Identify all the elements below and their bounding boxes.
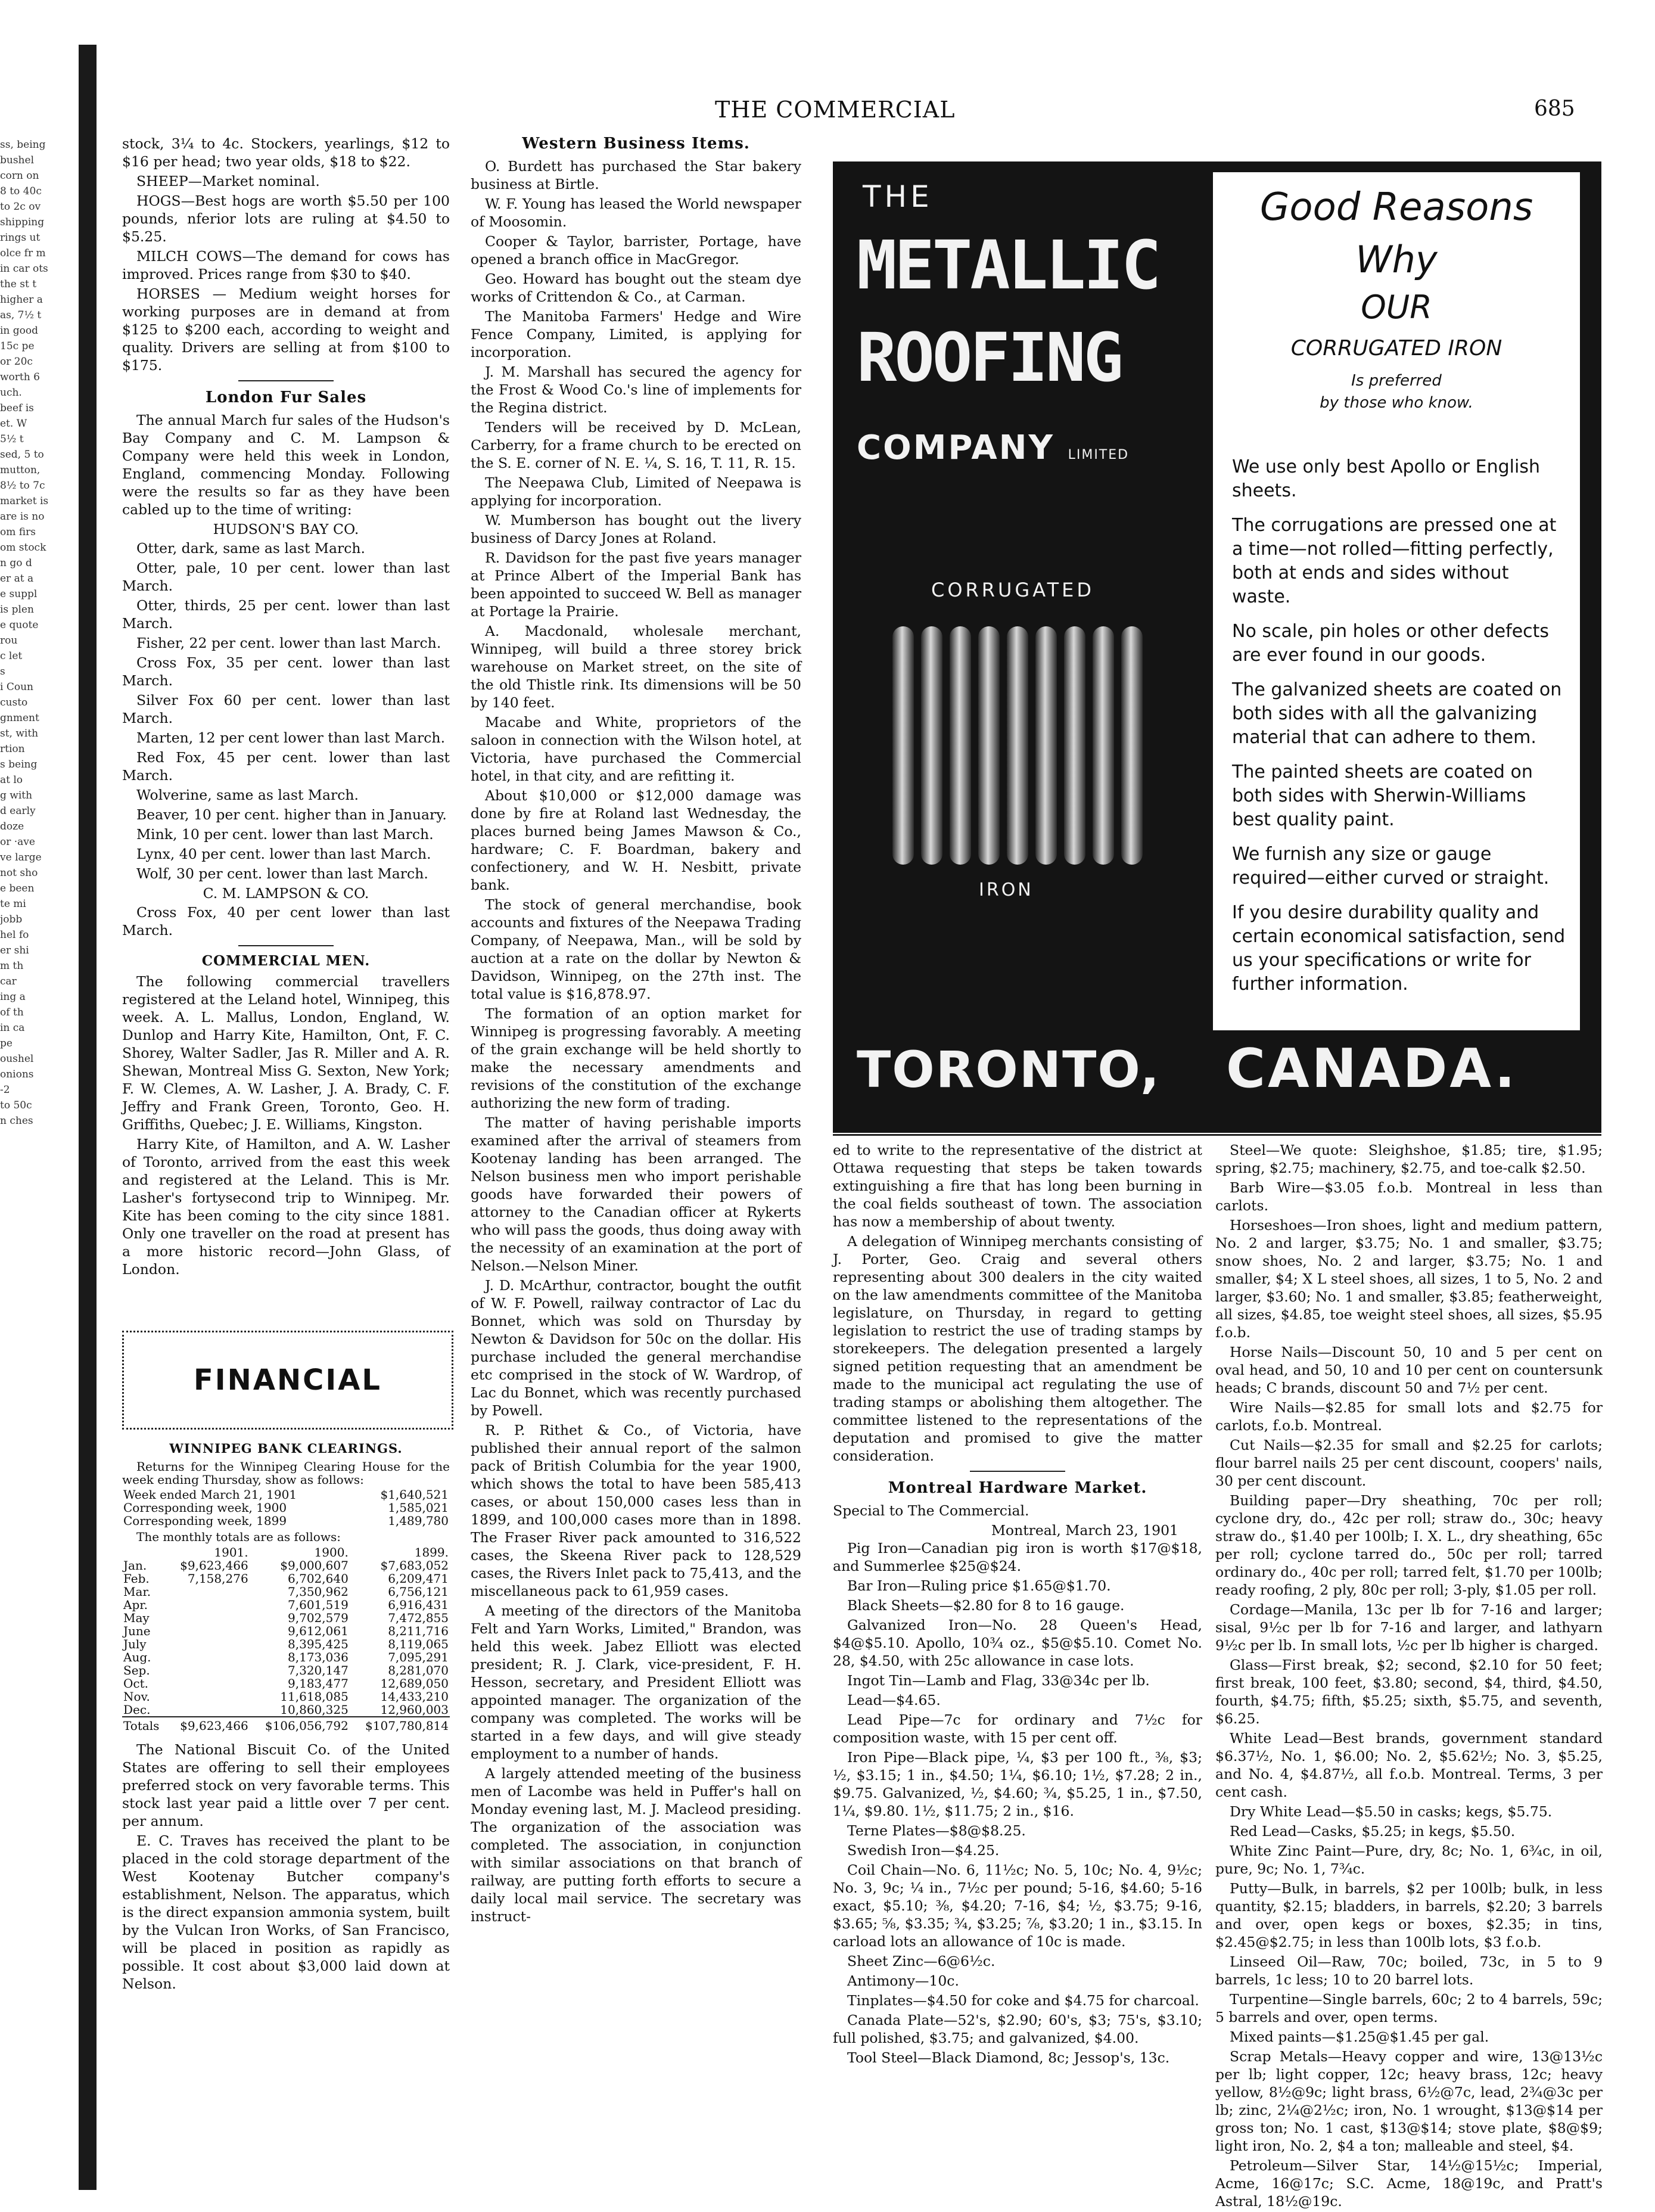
month-value: [167, 1677, 249, 1690]
fur-sale-item: Silver Fox 60 per cent. lower than last March.: [122, 692, 450, 726]
margin-fragment: gnment: [0, 712, 39, 724]
fur-sale-item: Lynx, 40 per cent. lower than last March.: [136, 846, 431, 862]
week-label: Corresponding week, 1899: [123, 1514, 287, 1528]
ad-is-preferred: Is preferred: [1351, 372, 1442, 390]
business-item: Tenders will be received by D. McLean, Carberry, for a frame church to be erected on the S. E. corner of N. E. ¼, S. 16, T. 11, R. 15.: [471, 419, 801, 471]
monthly-clearings-table: [122, 1546, 450, 1732]
margin-fragment: e suppl: [0, 588, 38, 600]
month-value: $9,000,607: [280, 1558, 349, 1573]
month-value: 8,119,065: [388, 1637, 449, 1651]
margin-fragment: er shi: [0, 945, 29, 956]
ad-why: Why: [1355, 238, 1438, 281]
business-item: A. Macdonald, wholesale merchant, Winnipeg, will build a three storey brick warehouse on Market street, on the site of the old Thistle rink. Its dimensions will be 50 by 140 feet.: [471, 623, 801, 711]
hardware-item: Coil Chain—No. 6, 11½c; No. 5, 10c; No. 4, 9½c; No. 3, 9c; ¼ in., 7½c per pound; 5-16, $4.60; 5-16 exact, $5.10; ⅜, $4.20; 7-16, $4; ½, $3.75; 9-16, $3.65; ⅝, $3.35; ¾, $3.25; ⅞, $3.20; 1 in., $3.15. In carload lots an allowance of 10c is made.: [833, 1862, 1202, 1950]
hardware-item: Building paper—Dry sheathing, 70c per roll; cyclone dry, do., 42c per roll; straw do., 30c; heavy straw do., $1.40 per 100lb; I. X. L., dry sheathing, 65c per roll; cyclone tarred do., 50c per roll; tarred ordinary do., 40c per roll; tarred felt, $1.70 per 100lb; ready roofing, 2 ply, 80c per roll; 3-ply, $1.05 per roll.: [1215, 1492, 1603, 1598]
hardware-item: Turpentine—Single barrels, 60c; 2 to 4 barrels, 59c; 5 barrels and over, open terms.: [1215, 1991, 1603, 2025]
margin-fragment: shipping: [0, 216, 45, 228]
hardware-item: Dry White Lead—$5.50 in casks; kegs, $5.75.: [1230, 1803, 1553, 1820]
table-row: [122, 1572, 450, 1585]
section-divider: [970, 1471, 1065, 1472]
fur-sale-item: Otter, thirds, 25 per cent. lower than last March.: [122, 597, 450, 632]
hardware-item: Petroleum—Silver Star, 14½@15½c; Imperial, Acme, 16@17c; S.C. Acme, 18@19c, and Pratt's Astral, 18½@19c.: [1215, 2157, 1603, 2210]
margin-fragment: c let: [0, 650, 23, 662]
margin-fragment: 5½ t: [0, 433, 24, 445]
month-value: 7,601,519: [288, 1598, 349, 1612]
margin-fragment: rings ut: [0, 232, 41, 244]
lacombe-continued: ed to write to the representative of the district at Ottawa requesting that steps be taken towards extinguishing a fire that has long been burning in the coal fields southeast of town. The association has now a membership of about twenty.: [833, 1142, 1202, 1230]
business-item: J. D. McArthur, contractor, bought the outfit of W. F. Powell, railway contractor of Lac du Bonnet, which was sold on Thursday by Newton & Davidson for 50c on the dollar. His purchase included the general merchandise etc comprised in the stock of W. Wardrop, of Lac du Bonnet, which was recently purchased by Powell.: [471, 1277, 801, 1419]
month-value: [167, 1651, 249, 1664]
hardware-item: Swedish Iron—$4.25.: [847, 1842, 1000, 1859]
month-value: 7,472,855: [388, 1611, 449, 1625]
month-value: 12,960,003: [380, 1703, 449, 1717]
hardware-item: Antimony—10c.: [847, 1972, 959, 1989]
hardware-item: Cordage—Manila, 13c per lb for 7-16 and larger; sisal, 9½c per lb for 7-16 and larger, and lathyarn 9½c per lb. In small lots, ½c per lb higher is charged.: [1215, 1601, 1603, 1654]
biscuit-paragraph: The National Biscuit Co. of the United States are offering to sell their employees preferred stock on very favorable terms. This stock last year paid a little over 7 per cent. per annum.: [122, 1741, 450, 1829]
table-row: [122, 1664, 450, 1677]
corrugation-rib: [1121, 626, 1143, 865]
margin-fragment: st, with: [0, 728, 39, 740]
business-item: The stock of general merchandise, book accounts and fixtures of the Neepawa Trading Company, of Neepawa, Man., will be sold by auction at a rate on the dollar by Newton & Davidson, Winnipeg, on the 27th inst. The total value is $16,878.97.: [471, 896, 801, 1002]
hardware-item: Horseshoes—Iron shoes, light and medium pattern, No. 2 and larger, $3.75; No. 1 and smaller, $3.75; snow shoes, No. 2 and larger, $3.75; No. 1 and smaller, $4; X L steel shoes, all sizes, 1 to 5, No. 2 and larger, $3.60; No. 1 and smaller, $3.85; featherweight, all sizes, $4.85, toe weight steel shoes, all sizes, $5.95 f.o.b.: [1215, 1217, 1603, 1341]
hardware-item: Mixed paints—$1.25@$1.45 per gal.: [1230, 2028, 1489, 2045]
ad-good-reasons: Good Reasons: [1259, 185, 1533, 229]
business-item: The formation of an option market for Winnipeg is progressing favorably. A meeting of the grain exchange will be held shortly to make the necessary amendments and revisions of the constitution of the exchange authorizing the new form of trading.: [471, 1005, 801, 1111]
ad-corrugated-iron: CORRUGATED IRON: [1290, 336, 1502, 361]
margin-fragment: -2: [0, 1084, 10, 1096]
left-margin-fragments: [0, 137, 74, 1129]
corrugation-rib: [1064, 626, 1085, 865]
hardware-item: Canada Plate—52's, $2.90; 60's, $3; 75's, $3.10; full polished, $3.75; and galvanized, $4.00.: [833, 2012, 1202, 2046]
hardware-item: Glass—First break, $2; second, $2.10 for 50 feet; first break, 100 feet, $3.80; second, $4, third, $4.50, fourth, $4.75; fifth, $5.25; sixth, $5.75, and seventh, $6.25.: [1215, 1657, 1603, 1727]
margin-fragment: jobb: [0, 914, 23, 925]
business-item: O. Burdett has purchased the Star bakery business at Birtle.: [471, 158, 801, 192]
trading-stamps-paragraph: A delegation of Winnipeg merchants consisting of J. Porter, Geo. Craig and several others representing about 300 dealers in the city waited on the law amendments committee of the Manitoba legislature, on Thursday, in regard to getting legislation to restrict the use of trading stamps by storekeepers. The delegation presented a largely signed petition requesting that an amendment be made to the municipal act regulating the use of trading stamps or abolishing them altogether. The committee listened to the representations of the deputation and promised to give the matter consideration.: [833, 1233, 1202, 1464]
week-label: Corresponding week, 1900: [123, 1500, 287, 1515]
milch-cows-paragraph: MILCH COWS—The demand for cows has improved. Prices range from $30 to $40.: [122, 248, 450, 282]
month-label: Oct.: [123, 1676, 148, 1691]
margin-fragment: rou: [0, 635, 18, 647]
month-value: [167, 1638, 249, 1651]
livestock-intro: stock, 3¼ to 4c. Stockers, yearlings, $12 to $16 per head; two year olds, $18 to $22.: [122, 135, 450, 170]
hbc-subheading: HUDSON'S BAY CO.: [213, 521, 359, 538]
weekly-clearings-table: [122, 1488, 450, 1527]
table-row: [122, 1501, 450, 1514]
year-header: 1899.: [414, 1545, 449, 1559]
margin-fragment: hel fo: [0, 929, 29, 941]
month-value: 12,689,050: [380, 1676, 449, 1691]
business-item: W. F. Young has leased the World newspaper of Moosomin.: [471, 195, 801, 230]
month-value: 8,173,036: [288, 1650, 349, 1664]
month-value: [167, 1703, 249, 1717]
dateline: Montreal, March 23, 1901: [991, 1522, 1178, 1539]
hardware-item: Putty—Bulk, in barrels, $2 per 100lb; bulk, in less quantity, $2.15; bladders, in barrels, $2.20; 3 barrels and over, open kegs or boxes, $2.35; in tins, $2.45@$2.75; in less than 100lb lots, $3 f.o.b.: [1215, 1880, 1603, 1950]
ad-bottom-rule: [833, 1134, 1601, 1136]
hardware-item: White Zinc Paint—Pure, dry, 8c; No. 1, 6¾c, in oil, pure, 9c; No. 1, 7¾c.: [1215, 1843, 1603, 1877]
hardware-items: [833, 1539, 1202, 2067]
table-row: [122, 1703, 450, 1717]
totals-value: $107,780,814: [350, 1717, 450, 1732]
margin-fragment: higher a: [0, 294, 43, 306]
month-value: 9,183,477: [288, 1676, 349, 1691]
month-value: 9,702,579: [288, 1611, 349, 1625]
hardware-item: Wire Nails—$2.85 for small lots and $2.75 for carlots, f.o.b. Montreal.: [1215, 1399, 1603, 1434]
running-header-title: THE COMMERCIAL: [715, 97, 956, 123]
table-header-row: [122, 1546, 450, 1559]
column-1: [122, 135, 450, 1280]
month-label: Apr.: [123, 1598, 148, 1612]
clearings-heading: WINNIPEG BANK CLEARINGS.: [169, 1441, 403, 1456]
margin-fragment: e been: [0, 883, 35, 894]
margin-fragment: custo: [0, 697, 28, 709]
month-value: 8,395,425: [288, 1637, 349, 1651]
fur-sales-intro: The annual March fur sales of the Hudson's Bay Company and C. M. Lampson & Company were held this week in London, England, commencing Monday. Following were the results so far as they have been cabled up to the time of writing:: [122, 412, 450, 518]
fur-sale-item: Wolf, 30 per cent. lower than last March.: [136, 865, 428, 882]
fur-sale-item: Otter, pale, 10 per cent. lower than last March.: [122, 560, 450, 594]
ad-iron-label: IRON: [979, 880, 1034, 900]
month-value: [167, 1611, 249, 1624]
month-label: July: [123, 1637, 147, 1651]
business-item: J. M. Marshall has secured the agency for the Frost & Wood Co.'s line of implements for the Regina district.: [471, 364, 801, 416]
totals-label: Totals: [122, 1717, 167, 1732]
hardware-item: Linseed Oil—Raw, 70c; boiled, 73c, in 5 to 9 barrels, 1c less; 10 to 20 barrel lots.: [1215, 1953, 1603, 1988]
margin-fragment: are is no: [0, 511, 45, 523]
margin-fragment: market is: [0, 495, 49, 507]
margin-fragment: bushel: [0, 154, 35, 166]
margin-fragment: i Coun: [0, 681, 33, 693]
fur-sale-item: Red Fox, 45 per cent. lower than last March.: [122, 749, 450, 784]
commercial-men-heading: COMMERCIAL MEN.: [201, 953, 371, 969]
margin-fragment: 8½ to 7c: [0, 480, 45, 492]
month-label: Jan.: [123, 1558, 147, 1573]
hardware-item: Terne Plates—$8@$8.25.: [847, 1822, 1026, 1839]
ad-reasons-body: [1232, 455, 1566, 1007]
reason-paragraph: We furnish any size or gauge required—either curved or straight.: [1232, 844, 1550, 888]
margin-fragment: olce fr m: [0, 247, 46, 259]
fur-sale-item: Marten, 12 per cent lower than last March.: [136, 729, 446, 746]
ad-company: [857, 428, 1129, 467]
month-value: 7,095,291: [388, 1650, 449, 1664]
hardware-item: Scrap Metals—Heavy copper and wire, 13@13½c per lb; light copper, 12c; heavy brass, 12c; heavy yellow, 8½@9c; light brass, 6½@7c, lead, 2¾@3c per lb; zinc, 2¼@2½c; iron, No. 1 wrought, $13@$14 per gross ton; No. 1 cast, $13@$14; stove plate, $8@$9; light iron, No. 2, $4 a ton; malleable and steel, $4.: [1215, 2048, 1603, 2154]
corrugation-rib: [892, 626, 914, 865]
month-label: May: [123, 1611, 150, 1625]
margin-fragment: in good: [0, 325, 39, 337]
month-label: June: [123, 1624, 151, 1638]
table-row: [122, 1624, 450, 1638]
ad-company-word: COMPANY: [857, 428, 1055, 467]
hardware-item: Galvanized Iron—No. 28 Queen's Head, $4@$5.10. Apollo, 10¾ oz., $5@$5.10. Comet No. 28, $4.50, with 25c allowance in case lots.: [833, 1617, 1202, 1669]
month-value: 10,860,325: [280, 1703, 349, 1717]
hogs-paragraph: HOGS—Best hogs are worth $5.50 per 100 pounds, nferior lots are ruling at $4.50 to $5.25.: [122, 192, 450, 245]
financial-banner: [122, 1331, 453, 1430]
ad-by-those: by those who know.: [1320, 394, 1473, 412]
reason-paragraph: The painted sheets are coated on both sides with Sherwin-Williams best quality paint.: [1232, 762, 1533, 830]
hardware-item: White Lead—Best brands, government standard $6.37½, No. 1, $6.00; No. 2, $5.62½; No. 3, $5.25, and No. 4, $4.87½, all f.o.b. Montreal. Terms, 3 per cent cash.: [1215, 1730, 1603, 1800]
hardware-item: Red Lead—Casks, $5.25; in kegs, $5.50.: [1230, 1823, 1516, 1840]
fur-sale-item: Otter, dark, same as last March.: [136, 540, 365, 557]
commercial-men-p1: The following commercial travellers registered at the Leland hotel, Winnipeg, this week. A. L. Mallus, London, England, W. Dunlop and Harry Kite, Hamilton, Ont, F. C. Shorey, Walter Sadler, Jas R. Miller and A. R. Shewan, Montreal Miss G. Sexton, New York; F. W. Clemes, A. W. Lasher, J. A. Brady, C. F. Jeffry and Frank Green, Toronto, Geo. H. Griffiths, Quebec; J. E. Williams, Kingston.: [122, 973, 450, 1133]
margin-fragment: not sho: [0, 867, 38, 879]
hardware-item: Tinplates—$4.50 for coke and $4.75 for charcoal.: [847, 1992, 1199, 2009]
business-item: About $10,000 or $12,000 damage was done by fire at Roland last Wednesday, the places burned being James Mawson & Co., hardware; C. F. Boardman, bakery and confectionery, and W. H. Nesbitt, private bank.: [471, 787, 801, 893]
clearings-intro: Returns for the Winnipeg Clearing House for the week ending Thursday, show as follows:: [122, 1459, 450, 1487]
hardware-item: Cut Nails—$2.35 for small and $2.25 for carlots; flour barrel nails 25 per cent discount, coopers' nails, 30 per cent discount.: [1215, 1437, 1603, 1489]
hardware-items-continued: [1215, 1141, 1603, 2210]
monthly-intro: The monthly totals are as follows:: [136, 1530, 341, 1544]
commercial-men-p2: Harry Kite, of Hamilton, and A. W. Lasher of Toronto, arrived from the east this week and registered at the Leland. This is Mr. Lasher's fortysecond trip to Winnipeg. Mr. Kite has been coming to the city since 1881. Only one traveller on the road at present has a more historic record—John Glass, of London.: [122, 1136, 450, 1278]
margin-fragment: ve large: [0, 852, 42, 863]
good-reasons-ad: [1202, 161, 1601, 1133]
margin-fragment: 15c pe: [0, 340, 35, 352]
business-item: R. Davidson for the past five years manager at Prince Albert of the Imperial Bank has been appointed to succeed W. Bell as manager at Portage la Prairie.: [471, 549, 801, 620]
horses-paragraph: HORSES — Medium weight horses for working purposes are in demand at from $125 to $200 each, according to weight and quality. Drivers are selling at from $100 to $175.: [122, 285, 450, 374]
western-business-items: [471, 157, 801, 1925]
business-item: A meeting of the directors of the Manitoba Felt and Yarn Works, Limited," Brandon, was held this week. Jabez Elliott was elected president; R. J. Clark, vice-president, F. H. Hesson, secretary, and President Elliott was appointed manager. The organization of the company was completed. The works will be started in a few days, and will give steady employment to a number of hands.: [471, 1602, 801, 1762]
fur-sales-heading: London Fur Sales: [205, 389, 367, 406]
hardware-item: Lead Pipe—7c for ordinary and 7½c for composition waste, with 15 per cent off.: [833, 1711, 1202, 1746]
business-item: Cooper & Taylor, barrister, Portage, have opened a branch office in MacGregor.: [471, 233, 801, 268]
month-value: 7,158,276: [187, 1571, 248, 1586]
corrugation-rib: [978, 626, 1000, 865]
table-row: [122, 1638, 450, 1651]
section-divider: [238, 945, 334, 946]
ad-corrugated-label: CORRUGATED: [931, 579, 1095, 601]
totals-row: [122, 1717, 450, 1732]
margin-fragment: uch.: [0, 387, 22, 399]
month-value: 6,756,121: [388, 1585, 449, 1599]
corrugation-rib: [1035, 626, 1057, 865]
margin-fragment: the st t: [0, 278, 37, 290]
margin-fragment: worth 6: [0, 371, 40, 383]
reason-paragraph: The galvanized sheets are coated on both sides with all the galvanizing material that can adhere to them.: [1232, 679, 1562, 748]
month-label: Dec.: [123, 1703, 151, 1717]
margin-fragment: n go d: [0, 557, 32, 569]
month-value: 6,916,431: [388, 1598, 449, 1612]
business-item: R. P. Rithet & Co., of Victoria, have published their annual report of the salmon pack of British Columbia for the year 1900, which shows the total to have been 585,413 cases, or about 150,000 cases less than in 1899, and 100,000 cases more than in 1898. The Fraser River pack amounted to 316,522 cases, the Skeena River pack to 128,529 cases, the Rivers Inlet pack to 75,413, and the miscellaneous pack to 61,959 cases.: [471, 1422, 801, 1599]
month-value: 6,209,471: [388, 1571, 449, 1586]
margin-fragment: mutton,: [0, 464, 41, 476]
business-item: The Neepawa Club, Limited of Neepawa is applying for incorporation.: [471, 474, 801, 509]
margin-fragment: of th: [0, 1006, 24, 1018]
table-row: [122, 1690, 450, 1703]
good-reasons-panel: [1213, 172, 1580, 1030]
hardware-item: Ingot Tin—Lamb and Flag, 33@34c per lb.: [847, 1672, 1150, 1689]
column-3: [833, 1141, 1202, 2068]
lampson-subheading: C. M. LAMPSON & CO.: [203, 885, 369, 902]
business-item: W. Mumberson has bought out the livery business of Darcy Jones at Roland.: [471, 512, 801, 546]
margin-fragment: beef is: [0, 402, 34, 414]
page-binding-edge: [79, 45, 97, 2190]
month-value: 8,281,070: [388, 1663, 449, 1677]
corrugation-rib: [950, 626, 971, 865]
month-value: 6,702,640: [288, 1571, 349, 1586]
margin-fragment: car: [0, 975, 17, 987]
totals-value: $9,623,466: [167, 1717, 249, 1732]
margin-fragment: in car ots: [0, 263, 48, 275]
margin-fragment: s: [0, 666, 5, 678]
corrugation-rib: [921, 626, 942, 865]
ad-canada: CANADA.: [1226, 1037, 1517, 1100]
margin-fragment: et. W: [0, 418, 27, 430]
page-number: 685: [1534, 97, 1575, 121]
column-2: [471, 135, 801, 1927]
lampson-item: Cross Fox, 40 per cent lower than last March.: [122, 904, 450, 939]
table-row: [122, 1585, 450, 1598]
business-item: A largely attended meeting of the business men of Lacombe was held in Puffer's hall on Monday evening last, M. J. Macleod presiding. The organization of the association was completed. The association, in conjunction with similar associations on that branch of railway, are putting forth efforts to secure a daily local mail service. The secretary was instruct-: [471, 1765, 801, 1925]
margin-fragment: ss, being: [0, 139, 46, 151]
ad-roofing: ROOFING: [857, 319, 1122, 397]
hardware-market-heading: Montreal Hardware Market.: [888, 1479, 1147, 1497]
ad-toronto: TORONTO,: [857, 1040, 1161, 1099]
hardware-item: Barb Wire—$3.05 f.o.b. Montreal in less than carlots.: [1215, 1179, 1603, 1214]
table-row: [122, 1488, 450, 1501]
margin-fragment: ing a: [0, 991, 26, 1003]
fur-sale-item: Wolverine, same as last March.: [136, 787, 359, 803]
fur-sale-item: Beaver, 10 per cent. higher than in January.: [136, 806, 447, 823]
table-row: [122, 1514, 450, 1527]
totals-value: $106,056,792: [250, 1717, 350, 1732]
hardware-item: Bar Iron—Ruling price $1.65@$1.70.: [847, 1577, 1111, 1594]
margin-fragment: to 2c ov: [0, 201, 41, 213]
hardware-item: Horse Nails—Discount 50, 10 and 5 per cent on oval head, and 50, 10 and 10 per cent on countersunk heads; C brands, discount 50 and 7½ per cent.: [1215, 1344, 1603, 1396]
year-header: 1900.: [314, 1545, 349, 1559]
business-item: The matter of having perishable imports examined after the arrival of steamers from Kootenay landing has been arranged. The Nelson business men who import perishable goods have forwarded their powers of attorney to the Canadian officer at Rykerts who will pass the goods, thus doing away with the necessity of an examination at the port of Nelson.—Nelson Miner.: [471, 1114, 801, 1274]
month-value: [167, 1690, 249, 1703]
margin-fragment: m th: [0, 960, 24, 972]
business-item: Geo. Howard has bought out the steam dye works of Crittendon & Co., at Carman.: [471, 271, 801, 305]
margin-fragment: pe: [0, 1037, 13, 1049]
fur-sale-item: Fisher, 22 per cent. lower than last March.: [136, 635, 441, 651]
column-1-lower: [122, 1436, 450, 1994]
month-value: [167, 1598, 249, 1611]
margin-fragment: om firs: [0, 526, 36, 538]
reason-paragraph: The corrugations are pressed one at a time—not rolled—fitting perfectly, both at ends and sides without waste.: [1232, 515, 1557, 607]
margin-fragment: oushel: [0, 1053, 34, 1065]
margin-fragment: s being: [0, 759, 38, 771]
ad-the: THE: [863, 179, 933, 214]
fur-sale-item: Cross Fox, 35 per cent. lower than last March.: [122, 654, 450, 689]
month-value: 7,320,147: [288, 1663, 349, 1677]
month-value: 14,433,210: [380, 1689, 449, 1704]
margin-fragment: or ·ave: [0, 836, 35, 848]
margin-fragment: as, 7½ t: [0, 309, 42, 321]
hardware-item: Pig Iron—Canadian pig iron is worth $17@$18, and Summerlee $25@$24.: [833, 1540, 1202, 1574]
section-divider: [238, 380, 334, 381]
month-label: Sep.: [123, 1663, 150, 1677]
month-col-header: [122, 1546, 167, 1559]
hardware-item: Lead—$4.65.: [847, 1692, 941, 1708]
hardware-item: Steel—We quote: Sleighshoe, $1.85; tire, $1.95; spring, $2.75; machinery, $2.75, and toe-calk $2.50.: [1215, 1142, 1603, 1176]
business-item: Macabe and White, proprietors of the saloon in connection with the Wilson hotel, at Victoria, have purchased the Commercial hotel, in that city, and are refitting it.: [471, 714, 801, 784]
margin-fragment: to 50c: [0, 1099, 32, 1111]
week-label: Week ended March 21, 1901: [123, 1487, 297, 1502]
margin-fragment: corn on: [0, 170, 39, 182]
margin-fragment: e quote: [0, 619, 39, 631]
margin-fragment: or 20c: [0, 356, 33, 368]
week-value: 1,585,021: [388, 1500, 449, 1515]
traves-paragraph: E. C. Traves has received the plant to be placed in the cold storage department of the West Kootenay Butcher company's establishment, Nelson. The apparatus, which is the direct expansion ammonia system, built by the Vulcan Iron Works, of San Francisco, will be placed in position as rapidly as possible. It cost about $3,000 laid down at Nelson.: [122, 1832, 450, 1992]
corrugation-rib: [1093, 626, 1114, 865]
month-value: 7,350,962: [288, 1585, 349, 1599]
reason-paragraph: No scale, pin holes or other defects are ever found in our goods.: [1232, 621, 1550, 666]
hbc-list: [122, 539, 450, 883]
margin-fragment: onions: [0, 1068, 34, 1080]
month-value: [167, 1664, 249, 1677]
month-value: 8,211,716: [388, 1624, 449, 1638]
special-line: Special to The Commercial.: [833, 1502, 1029, 1519]
month-value: $7,683,052: [380, 1558, 449, 1573]
month-value: [167, 1624, 249, 1638]
corrugation-rib: [1007, 626, 1028, 865]
year-header: 1901.: [214, 1545, 248, 1559]
margin-fragment: sed, 5 to: [0, 449, 44, 461]
reason-paragraph: If you desire durability quality and certain economical satisfaction, send us your specifications or write for further information.: [1232, 902, 1566, 995]
week-value: 1,489,780: [388, 1514, 449, 1528]
fur-sale-item: Mink, 10 per cent. lower than last March.: [136, 826, 434, 843]
margin-fragment: rtion: [0, 743, 25, 755]
month-value: 9,612,061: [288, 1624, 349, 1638]
table-row: [122, 1611, 450, 1624]
margin-fragment: n ches: [0, 1115, 33, 1127]
ad-metallic: METALLIC: [857, 227, 1159, 305]
ad-our: OUR: [1361, 288, 1432, 326]
month-value: $9,623,466: [180, 1558, 248, 1573]
table-row: [122, 1651, 450, 1664]
corrugated-sheet-illustration: [881, 620, 1155, 871]
margin-fragment: g with: [0, 790, 33, 801]
sheep-paragraph: SHEEP—Market nominal.: [136, 173, 320, 189]
table-row: [122, 1598, 450, 1611]
margin-fragment: er at a: [0, 573, 34, 585]
margin-fragment: 8 to 40c: [0, 185, 42, 197]
table-row: [122, 1677, 450, 1690]
month-label: Aug.: [123, 1650, 151, 1664]
hardware-item: Iron Pipe—Black pipe, ¼, $3 per 100 ft., ⅜, $3; ½, $3.15; 1 in., $4.50; 1¼, $6.10; 1½, $7.28; 2 in., $9.75. Galvanized, ½, $4.60; ¾, $5.25, 1 in., $7.50, 1¼, $9.80. 1½, $11.75; 2 in., $16.: [833, 1749, 1202, 1819]
margin-fragment: at lo: [0, 774, 23, 786]
column-4: [1215, 1141, 1603, 2212]
margin-fragment: d early: [0, 805, 36, 817]
ad-limited: LIMITED: [1068, 448, 1130, 462]
hardware-item: Tool Steel—Black Diamond, 8c; Jessop's, 13c.: [847, 2049, 1170, 2066]
hardware-item: Sheet Zinc—6@6½c.: [847, 1953, 996, 1969]
western-business-heading: Western Business Items.: [522, 135, 750, 153]
month-value: 11,618,085: [280, 1689, 349, 1704]
week-value: $1,640,521: [380, 1487, 449, 1502]
month-value: [167, 1585, 249, 1598]
metallic-roofing-ad: [833, 161, 1202, 1133]
financial-title: FINANCIAL: [194, 1363, 382, 1397]
month-label: Feb.: [123, 1571, 150, 1586]
business-item: The Manitoba Farmers' Hedge and Wire Fence Company, Limited, is applying for incorporation.: [471, 308, 801, 361]
margin-fragment: te mi: [0, 898, 26, 910]
table-row: [122, 1559, 450, 1572]
reason-paragraph: We use only best Apollo or English sheets.: [1232, 456, 1540, 501]
margin-fragment: om stock: [0, 542, 46, 554]
margin-fragment: doze: [0, 821, 24, 832]
month-label: Nov.: [123, 1689, 150, 1704]
margin-fragment: is plen: [0, 604, 34, 616]
hardware-item: Black Sheets—$2.80 for 8 to 16 gauge.: [847, 1597, 1125, 1614]
month-label: Mar.: [123, 1585, 151, 1599]
margin-fragment: in ca: [0, 1022, 25, 1034]
